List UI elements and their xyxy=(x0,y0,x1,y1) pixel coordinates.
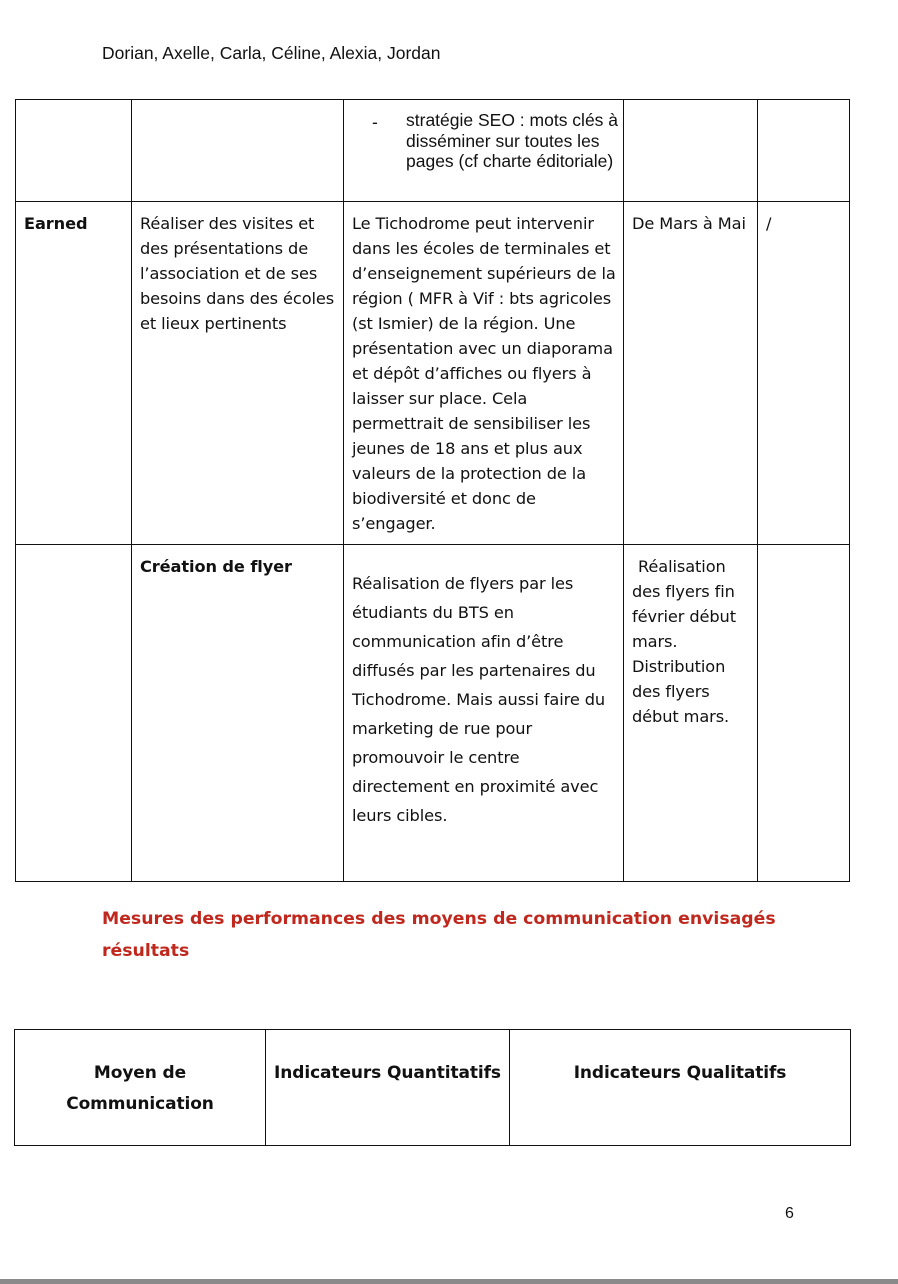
column-header: Indicateurs Qualitatifs xyxy=(510,1030,851,1146)
table-cell xyxy=(624,545,758,882)
seo-strategy-text: stratégie SEO : mots clés à disséminer sur toutes les pages (cf charte éditoriale) xyxy=(406,110,619,171)
description-text: Réalisation de flyers par les étudiants du BTS en communication afin d’être diffusés par les partenaires du Tichodrome. Mais aussi faire du marketing de rue pour promouvoir le centre directement en proximité avec leurs cibles. xyxy=(352,574,606,825)
schedule-text: De Mars à Mai xyxy=(632,214,746,233)
seo-strategy-cell xyxy=(344,100,624,202)
table-cell xyxy=(624,100,758,202)
document-header-names: Dorian, Axelle, Carla, Céline, Alexia, Jordan xyxy=(102,43,441,63)
table-cell xyxy=(758,202,850,545)
media-type-label: Earned xyxy=(24,214,88,233)
page-number: 6 xyxy=(785,1205,794,1222)
performance-table xyxy=(14,1029,851,1146)
communication-plan-table xyxy=(15,99,850,882)
table-row xyxy=(16,100,850,202)
table-cell xyxy=(132,202,344,545)
schedule-text: Réalisation des flyers fin février début mars. Distribution des flyers début mars. xyxy=(632,557,736,726)
table-row xyxy=(16,545,850,882)
table-cell xyxy=(624,202,758,545)
description-text: Le Tichodrome peut intervenir dans les écoles de terminales et d’enseignement supérieurs de la région ( MFR à Vif : bts agricoles (st Ismier) de la région. Une présentation avec un diaporama et dépôt d’affiches ou flyers à laisser sur place. Cela permettrait de sensibiliser les jeunes de 18 ans et plus aux valeurs de la protection de la biodiversité et donc de s’engager. xyxy=(352,214,616,533)
table-cell xyxy=(16,202,132,545)
section-title: Mesures des performances des moyens de communication envisagés résultats xyxy=(102,909,776,961)
column-header: Moyen de Communication xyxy=(15,1030,266,1146)
column-header: Indicateurs Quantitatifs xyxy=(266,1030,510,1146)
table-cell xyxy=(132,545,344,882)
page-bottom-rule xyxy=(0,1279,898,1284)
table-row xyxy=(16,202,850,545)
bullet-dash: - xyxy=(372,112,378,132)
table-cell xyxy=(16,100,132,202)
table-cell xyxy=(344,202,624,545)
action-text: Réaliser des visites et des présentations de l’association et de ses besoins dans des écoles et lieux pertinents xyxy=(140,214,335,333)
table-cell xyxy=(758,545,850,882)
table-cell xyxy=(758,100,850,202)
budget-text: / xyxy=(766,214,772,233)
table-cell xyxy=(344,545,624,882)
table-header-row xyxy=(15,1030,851,1146)
action-text: Création de flyer xyxy=(140,557,292,576)
table-cell xyxy=(132,100,344,202)
table-cell xyxy=(16,545,132,882)
